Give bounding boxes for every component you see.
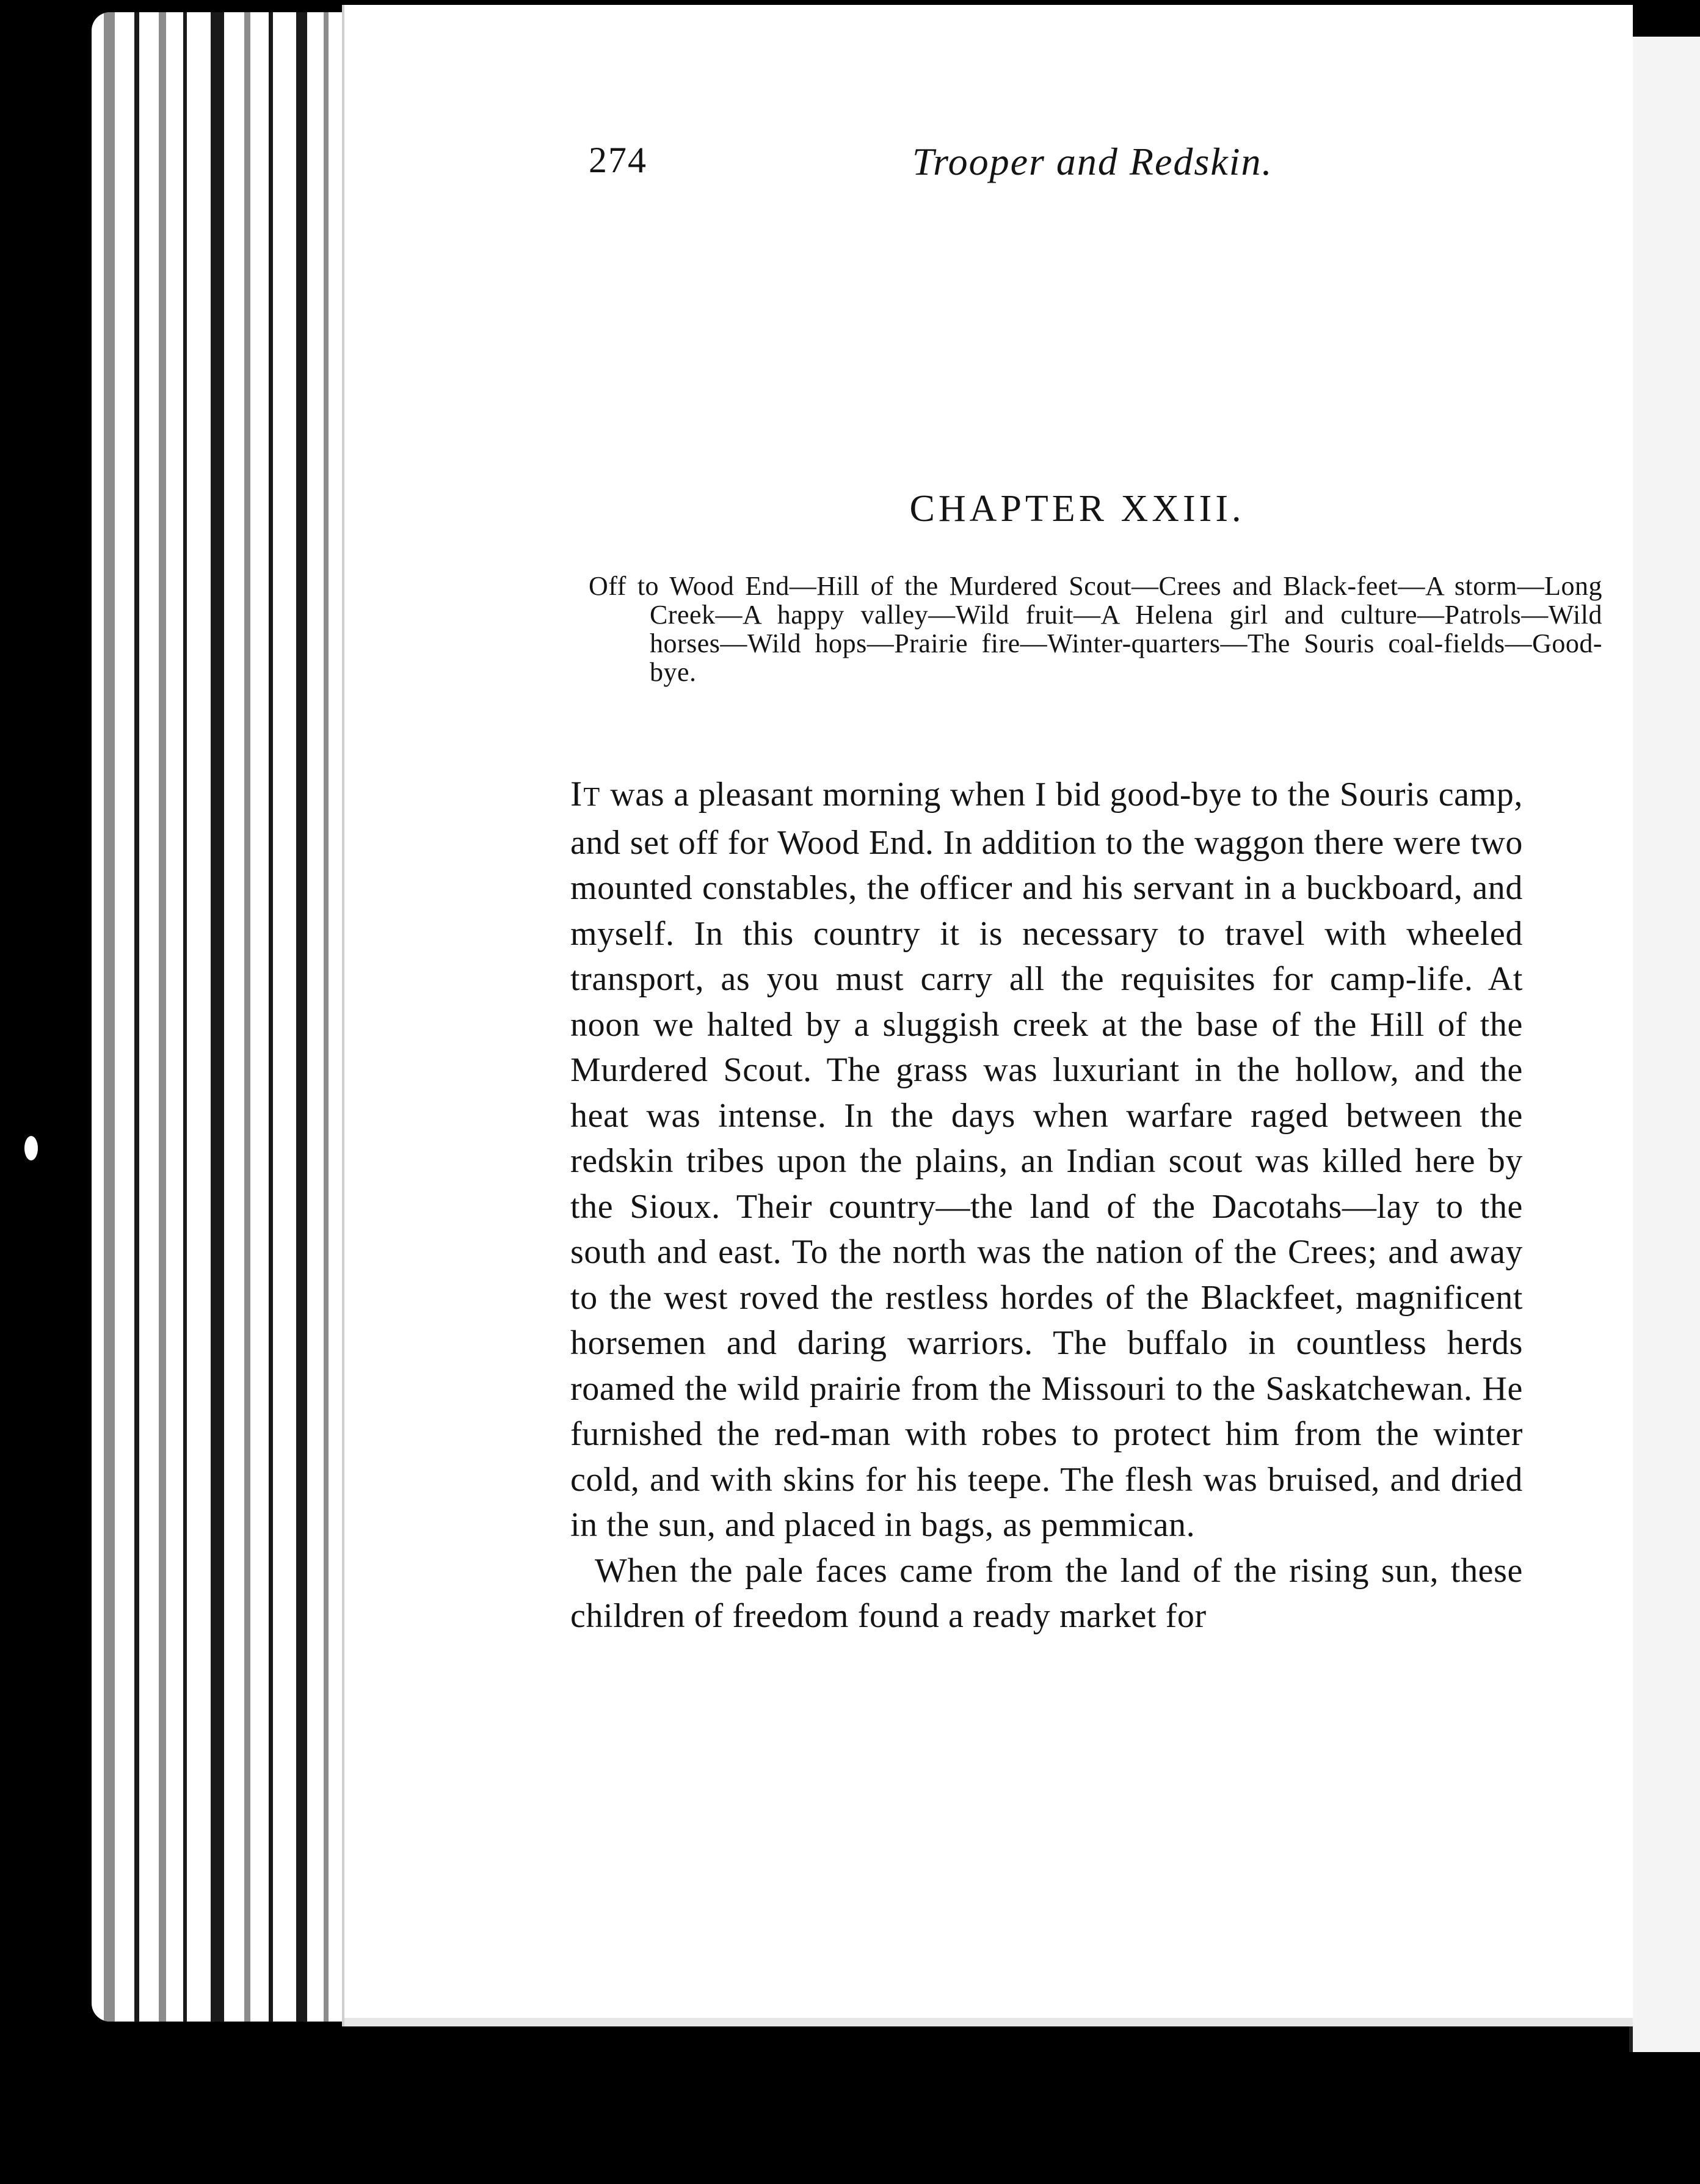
chapter-title: CHAPTER XXIII. (909, 488, 1245, 530)
page-number: 274 (589, 140, 647, 180)
small-capital: T (583, 782, 601, 812)
initial-capital: I (570, 774, 584, 814)
page-edge (244, 12, 250, 2022)
book-page (342, 5, 1633, 2026)
running-head (589, 139, 1627, 206)
page-edge (134, 12, 139, 2022)
paragraph (570, 771, 1523, 1548)
running-title: Trooper and Redskin. (912, 140, 1273, 183)
chapter-synopsis: Off to Wood End—Hill of the Murdered Scout—Crees and Black-feet—A storm—Long Creek—A happy valley—Wild fruit—A Helena girl and culture—Patrols—Wild horses—Wild hops—Prairie fire—Winter-quarters—The Souris coal-fields—Good-bye. (589, 571, 1602, 687)
page-edge (324, 12, 329, 2022)
paragraph-text: was a pleasant morning when I bid good-bye to the Souris camp, and set off for Wood End. In addition to the waggon there were two mounted constables, the officer and his servant in a buckboard, and myself. In this country it is necessary to travel with wheeled transport, as you must carry all the requisites for camp-life. At noon we halted by a sluggish creek at the base of the Hill of the Murdered Scout. The grass was luxuriant in the hollow, and the heat was intense. In the days when warfare raged between the redskin tribes upon the plains, an Indian scout was killed here by the Sioux. Their country—the land of the Dacotahs—lay to the south and east. To the north was the nation of the Crees; and away to the west roved the restless hordes of the Blackfeet, magnificent horsemen and daring warriors. The buffalo in countless herds roamed the wild prairie from the Missouri to the Saskatchewan. He furnished the red-man with robes to protect him from the winter cold, and with skins for his teepe. The flesh was bruised, and dried in the sun, and placed in bags, as pemmican. (570, 776, 1523, 1544)
body-text (570, 771, 1523, 1639)
scan-speck (24, 1136, 38, 1160)
page-edge (269, 12, 273, 2022)
page-edge (211, 12, 224, 2022)
page-edge (183, 12, 187, 2022)
page-edge (296, 12, 307, 2022)
page-edge (159, 12, 166, 2022)
next-page-edge (1629, 37, 1700, 2052)
page-edges-stack (92, 12, 372, 2022)
page-edge (104, 12, 115, 2022)
paragraph: When the pale faces came from the land of the rising sun, these children of freedom found a ready market for (570, 1551, 1523, 1635)
